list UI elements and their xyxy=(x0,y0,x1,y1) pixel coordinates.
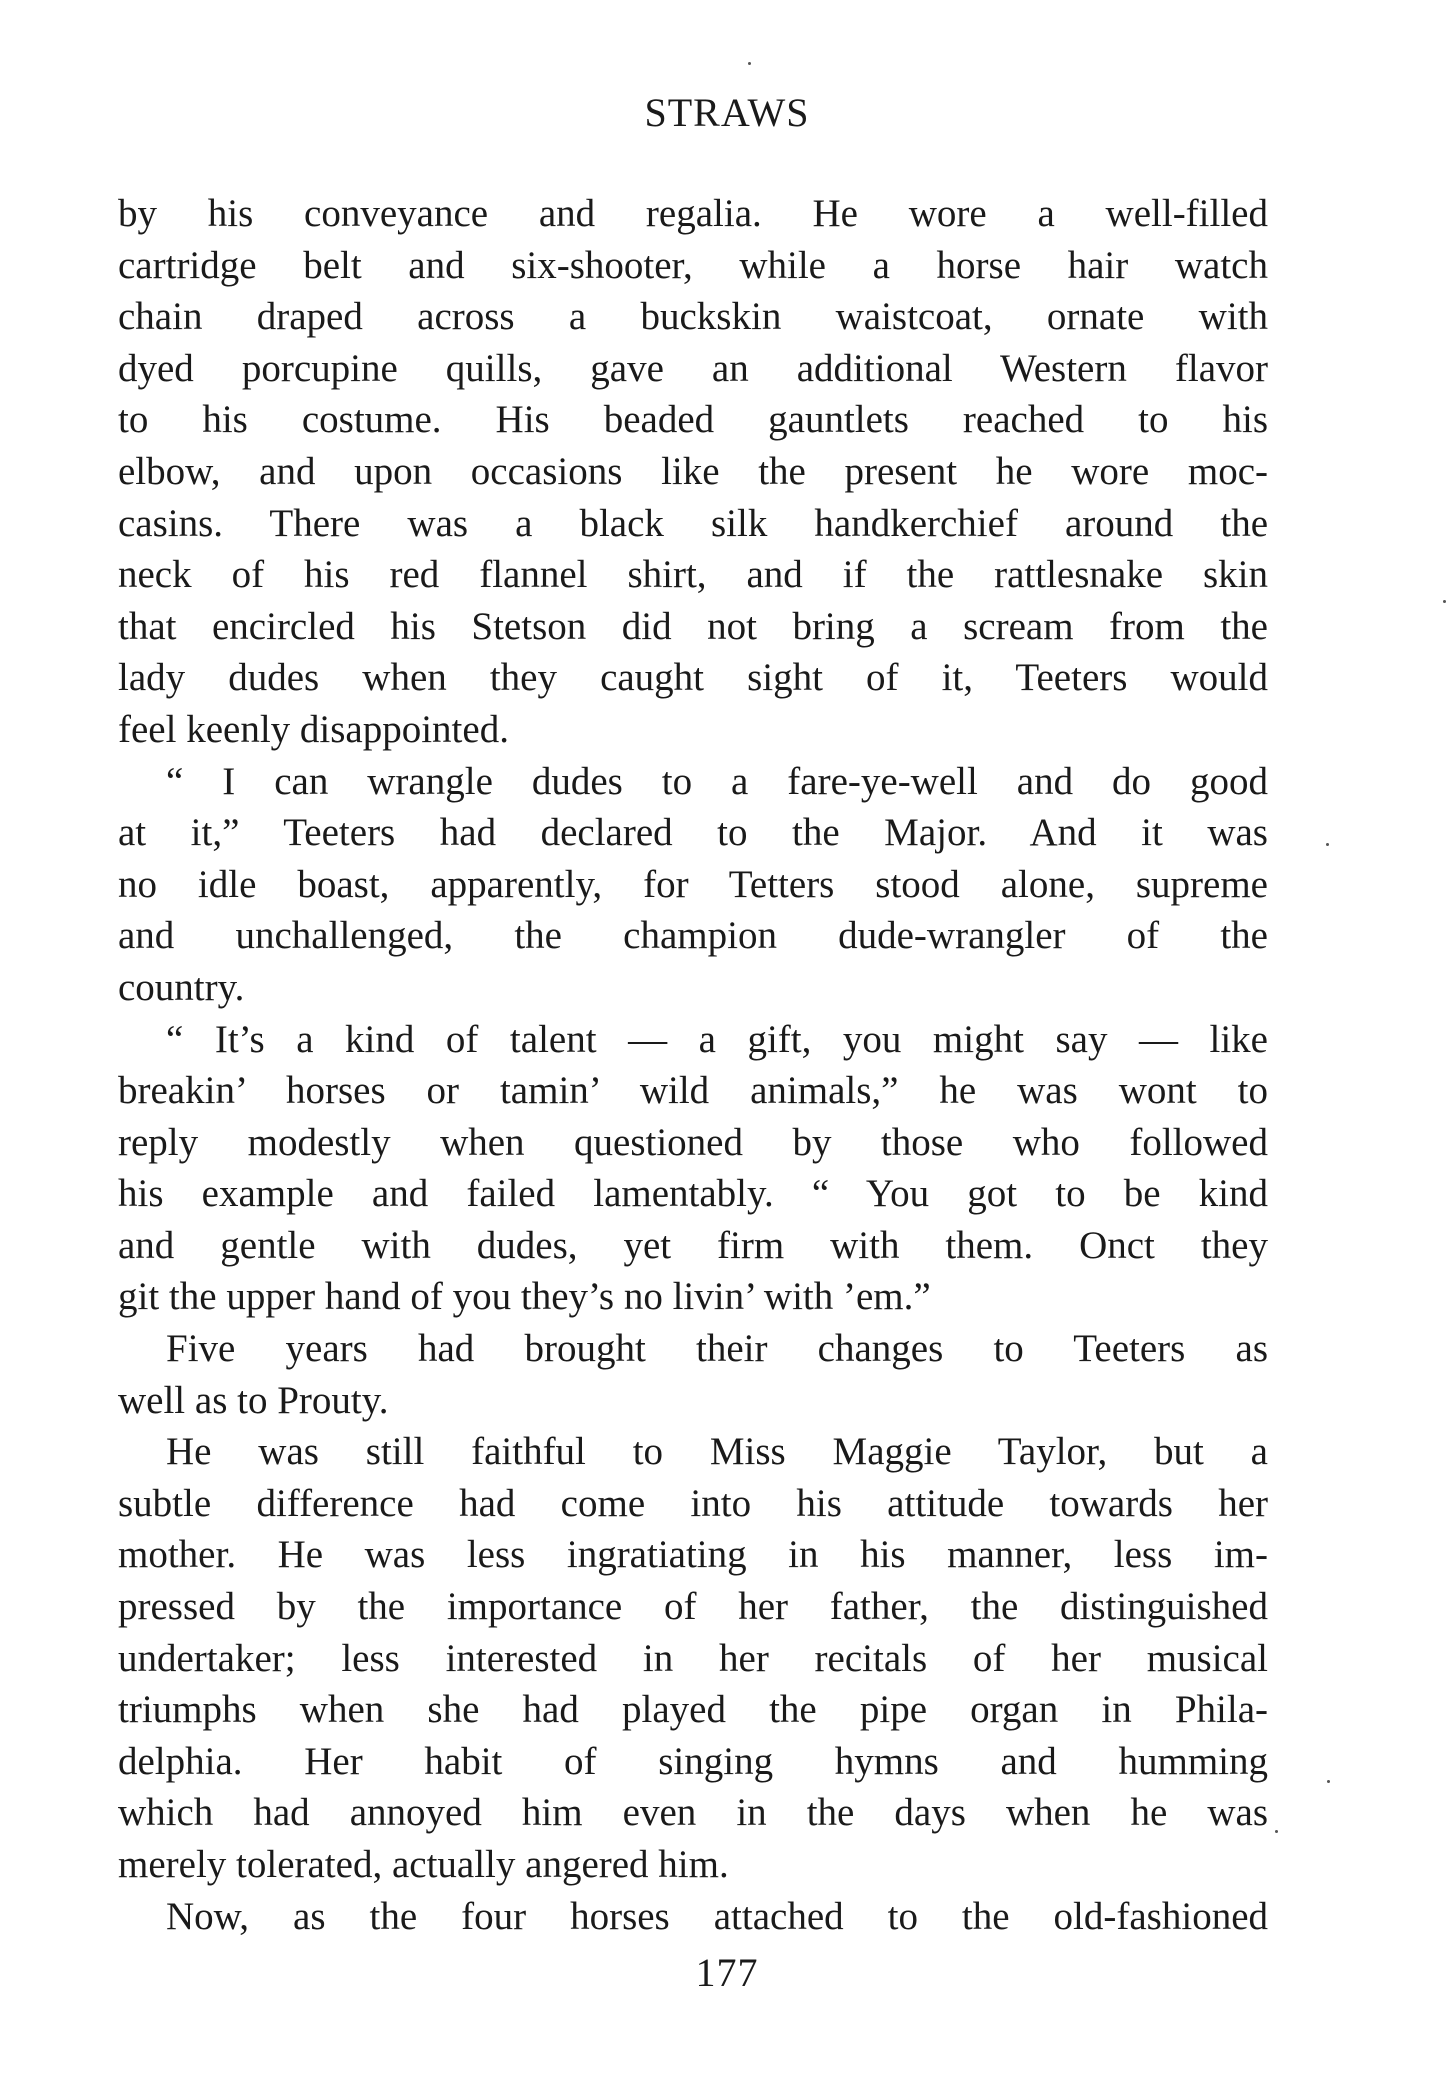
text-line: which had annoyed him even in the days when he was xyxy=(118,1791,1268,1835)
text-line: dyed porcupine quills, gave an additional Western flavor xyxy=(118,346,1268,390)
text-line: at it,” Teeters had declared to the Major. And it was xyxy=(118,811,1268,855)
body-text xyxy=(118,188,1268,1942)
text-line: by his conveyance and regalia. He wore a well-filled xyxy=(118,192,1268,235)
print-speck xyxy=(1443,600,1446,603)
paragraph xyxy=(118,1891,1268,1943)
text-line: git the upper hand of you they’s no livin’ with ’em.” xyxy=(118,1275,931,1319)
text-line: lady dudes when they caught sight of it, Teeters would xyxy=(118,656,1268,700)
text-line: that encircled his Stetson did not bring a scream from the xyxy=(118,604,1268,648)
text-line: triumphs when she had played the pipe organ in Phila- xyxy=(118,1688,1268,1732)
page-number: 177 xyxy=(695,1950,759,1995)
text-line: chain draped across a buckskin waistcoat, ornate with xyxy=(118,295,1268,339)
text-line: subtle difference had come into his attitude towards her xyxy=(118,1481,1268,1525)
text-line: and unchallenged, the champion dude-wrangler of the xyxy=(118,914,1268,958)
text-line: undertaker; less interested in her recitals of her musical xyxy=(118,1636,1268,1680)
text-line: delphia. Her habit of singing hymns and humming xyxy=(118,1739,1268,1783)
text-line: mother. He was less ingratiating in his manner, less im- xyxy=(118,1533,1268,1577)
text-line: reply modestly when questioned by those who followed xyxy=(118,1120,1268,1164)
print-speck xyxy=(1327,1780,1330,1783)
print-speck xyxy=(748,62,751,65)
text-line: to his costume. His beaded gauntlets reached to his xyxy=(118,398,1268,442)
text-line: his example and failed lamentably. “ You got to be kind xyxy=(118,1172,1268,1216)
text-line: pressed by the importance of her father, the distinguished xyxy=(118,1585,1268,1629)
text-line: “ I can wrangle dudes to a fare-ye-well and do good xyxy=(166,759,1268,803)
paragraph xyxy=(118,188,1268,756)
paragraph xyxy=(118,1323,1268,1426)
text-line: and gentle with dudes, yet firm with them. Onct they xyxy=(118,1223,1268,1267)
text-line: “ It’s a kind of talent — a gift, you might say — like xyxy=(166,1017,1268,1061)
running-head: STRAWS xyxy=(644,90,810,135)
print-speck xyxy=(1326,843,1329,846)
text-line: Five years had brought their changes to Teeters as xyxy=(166,1327,1268,1371)
text-line: He was still faithful to Miss Maggie Taylor, but a xyxy=(166,1430,1268,1474)
print-speck xyxy=(1275,1830,1278,1833)
text-line: well as to Prouty. xyxy=(118,1378,389,1422)
text-line: neck of his red flannel shirt, and if the rattlesnake skin xyxy=(118,553,1268,597)
text-line: Now, as the four horses attached to the old-fashioned xyxy=(166,1894,1268,1938)
text-line: cartridge belt and six-shooter, while a horse hair watch xyxy=(118,243,1268,287)
text-line: breakin’ horses or tamin’ wild animals,” he was wont to xyxy=(118,1069,1268,1113)
text-line: merely tolerated, actually angered him. xyxy=(118,1843,729,1886)
paragraph xyxy=(118,1426,1268,1890)
text-line: no idle boast, apparently, for Tetters stood alone, supreme xyxy=(118,862,1268,906)
paragraph xyxy=(118,756,1268,1014)
text-line: feel keenly disappointed. xyxy=(118,707,509,751)
text-line: elbow, and upon occasions like the present he wore moc- xyxy=(118,449,1268,493)
text-line: country. xyxy=(118,965,245,1009)
text-line: casins. There was a black silk handkerchief around the xyxy=(118,501,1268,545)
paragraph xyxy=(118,1014,1268,1324)
